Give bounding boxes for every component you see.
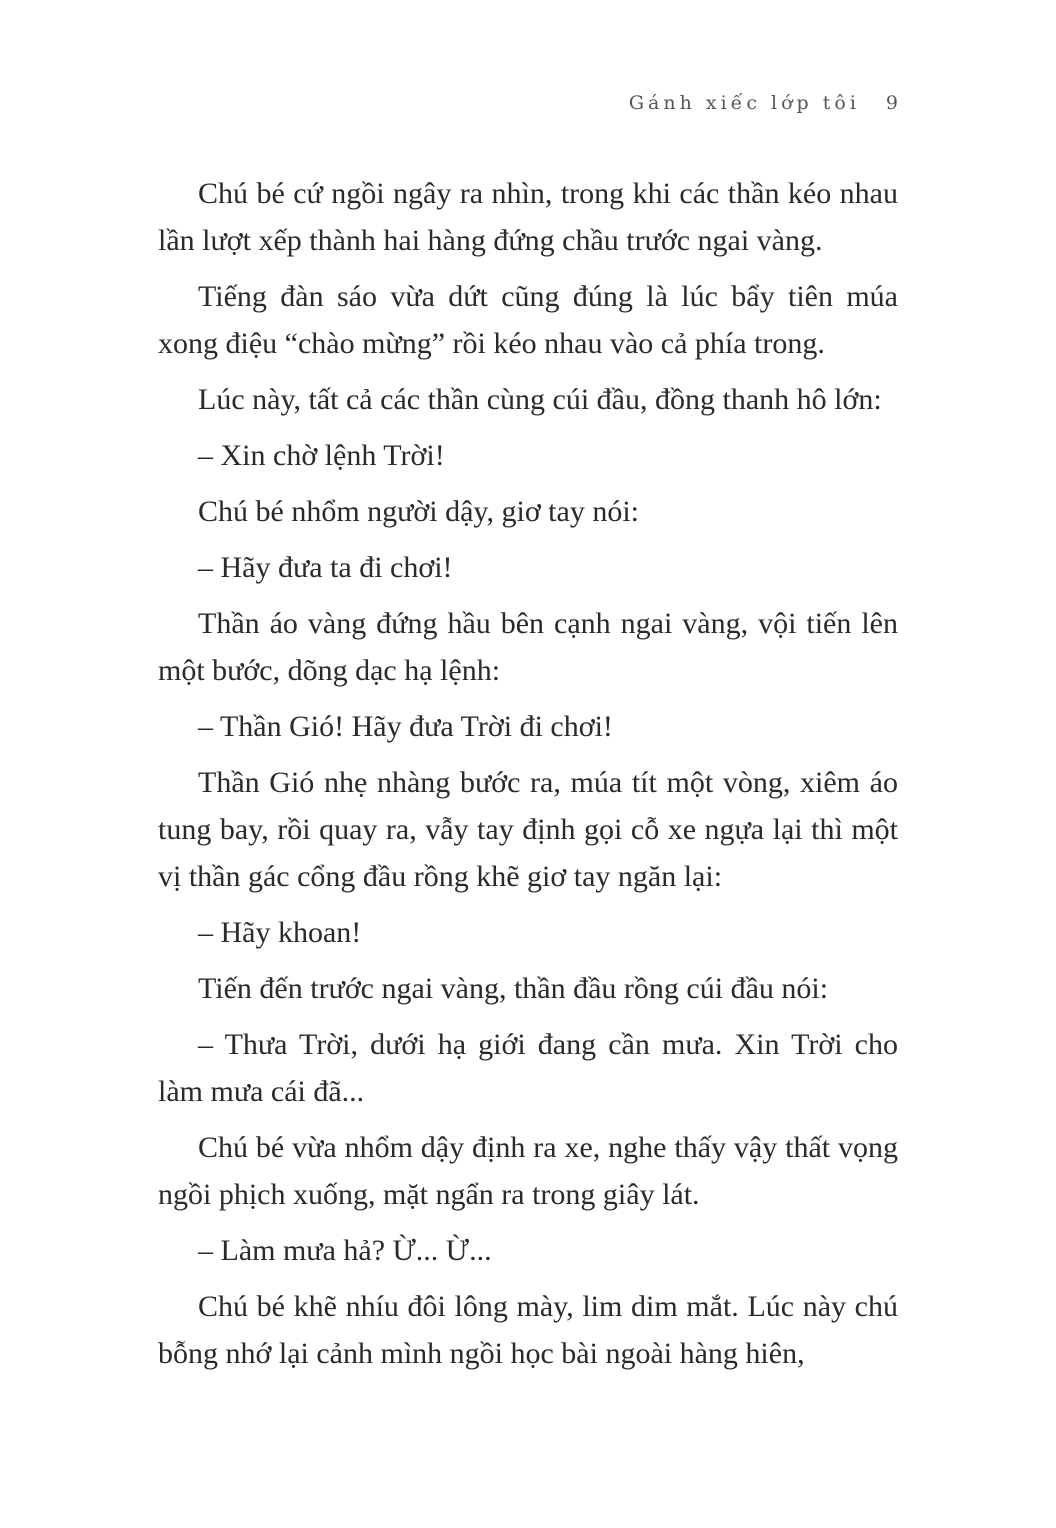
dialogue-line: – Thưa Trời, dưới hạ giới đang cần mưa. Xin Trời cho làm mưa cái đã...	[158, 1028, 898, 1108]
paragraph: Tiến đến trước ngai vàng, thần đầu rồng cúi đầu nói:	[198, 972, 829, 1005]
dialogue-line: – Làm mưa hả? Ừ... Ừ...	[198, 1234, 492, 1267]
paragraph: Thần Gió nhẹ nhàng bước ra, múa tít một vòng, xiêm áo tung bay, rồi quay ra, vẫy tay định gọi cỗ xe ngựa lại thì một vị thần gác cổng đầu rồng khẽ giơ tay ngăn lại:	[158, 766, 898, 893]
paragraph: Chú bé cứ ngồi ngây ra nhìn, trong khi các thần kéo nhau lần lượt xếp thành hai hàng đứng chầu trước ngai vàng.	[158, 177, 898, 257]
dialogue-line: – Thần Gió! Hãy đưa Trời đi chơi!	[198, 710, 613, 743]
paragraph: Thần áo vàng đứng hầu bên cạnh ngai vàng, vội tiến lên một bước, dõng dạc hạ lệnh:	[158, 607, 898, 687]
paragraph: Chú bé khẽ nhíu đôi lông mày, lim dim mắt. Lúc này chú bỗng nhớ lại cảnh mình ngồi học bài ngoài hàng hiên,	[158, 1290, 898, 1370]
dialogue-line: – Hãy khoan!	[198, 916, 362, 949]
chapter-title: Gánh xiếc lớp tôi	[628, 92, 860, 114]
dialogue-line: – Hãy đưa ta đi chơi!	[198, 551, 453, 584]
paragraph: Lúc này, tất cả các thần cùng cúi đầu, đồng thanh hô lớn:	[198, 383, 882, 416]
running-header	[629, 92, 898, 114]
paragraph: Chú bé nhổm người dậy, giơ tay nói:	[198, 495, 640, 528]
body-text	[158, 170, 898, 1386]
paragraph: Tiếng đàn sáo vừa dứt cũng đúng là lúc bẩy tiên múa xong điệu “chào mừng” rồi kéo nhau vào cả phía trong.	[158, 280, 898, 360]
paragraph: Chú bé vừa nhổm dậy định ra xe, nghe thấy vậy thất vọng ngồi phịch xuống, mặt ngẩn ra trong giây lát.	[158, 1131, 898, 1211]
page-number: 9	[885, 92, 898, 114]
dialogue-line: – Xin chờ lệnh Trời!	[198, 439, 445, 472]
